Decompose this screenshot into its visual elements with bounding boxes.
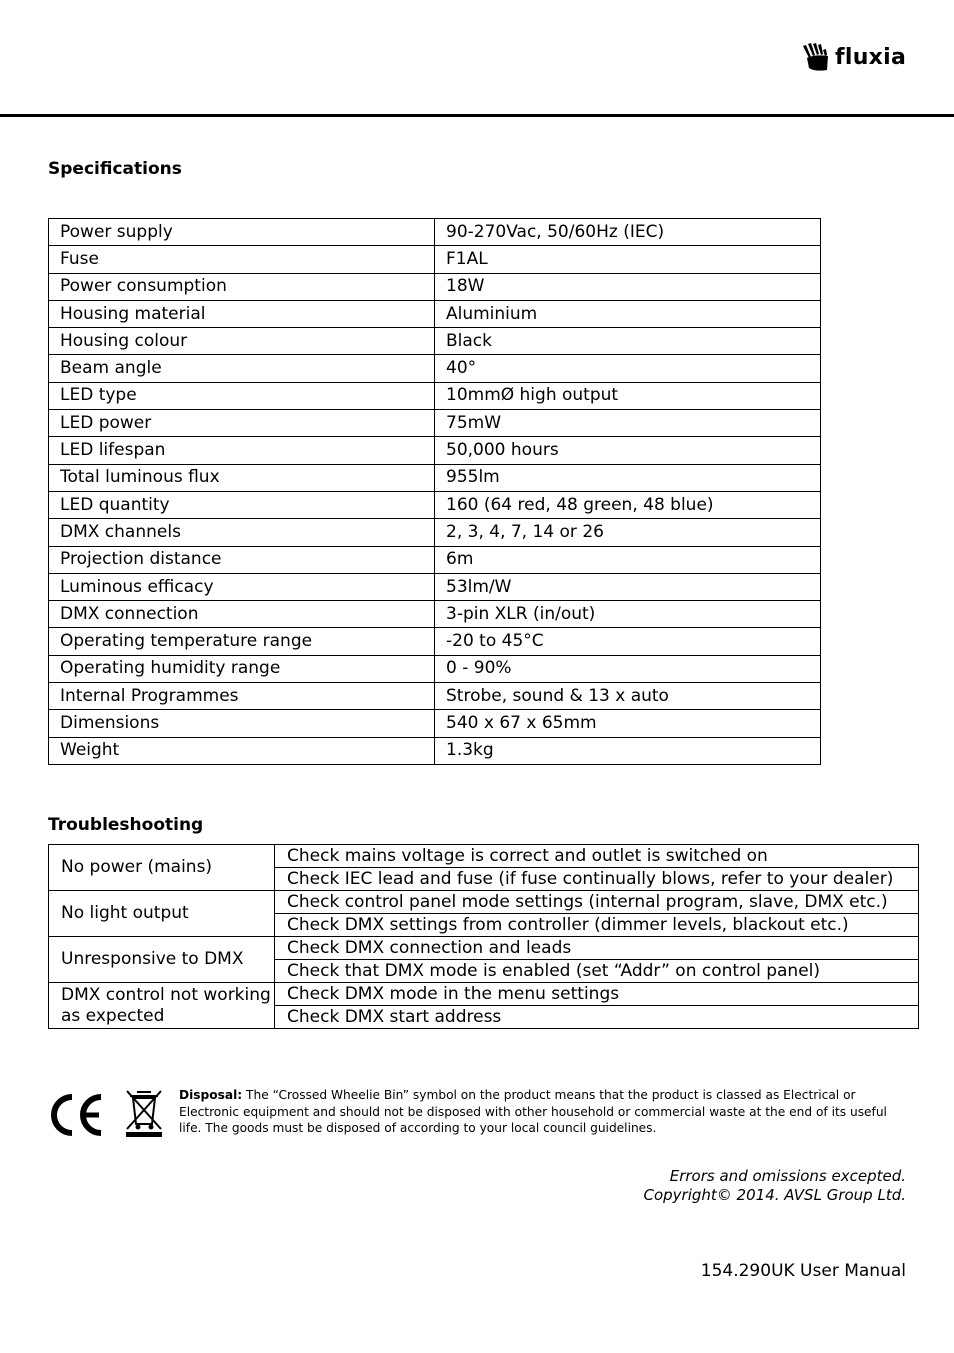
problem-cell: DMX control not working as expected — [49, 983, 275, 1029]
spec-value: 53lm/W — [435, 573, 821, 600]
spec-label: Housing colour — [49, 328, 435, 355]
spec-label: Fuse — [49, 246, 435, 273]
spec-row — [49, 437, 821, 464]
spec-label: DMX connection — [49, 601, 435, 628]
spec-value: 160 (64 red, 48 green, 48 blue) — [435, 491, 821, 518]
spec-row — [49, 573, 821, 600]
spec-label: Power consumption — [49, 273, 435, 300]
spec-row — [49, 491, 821, 518]
disposal-label: Disposal: — [179, 1088, 243, 1102]
check-cell: Check DMX connection and leads — [275, 937, 919, 960]
spec-value: 955lm — [435, 464, 821, 491]
spec-row — [49, 273, 821, 300]
spec-value: 2, 3, 4, 7, 14 or 26 — [435, 519, 821, 546]
spec-row — [49, 382, 821, 409]
spec-row — [49, 464, 821, 491]
spec-value: Black — [435, 328, 821, 355]
spec-label: Internal Programmes — [49, 683, 435, 710]
spec-row — [49, 655, 821, 682]
spec-value: Strobe, sound & 13 x auto — [435, 683, 821, 710]
fluxia-hand-logo-icon — [801, 42, 831, 72]
check-cell: Check DMX mode in the menu settings — [275, 983, 919, 1006]
check-cell: Check DMX start address — [275, 1006, 919, 1029]
troubleshooting-row — [49, 983, 919, 1006]
spec-label: Luminous efficacy — [49, 573, 435, 600]
spec-row — [49, 601, 821, 628]
brand-logo — [801, 42, 906, 72]
header-rule — [0, 114, 954, 117]
copyright-text: Copyright© 2014. AVSL Group Ltd. — [643, 1186, 906, 1204]
spec-value: 75mW — [435, 410, 821, 437]
spec-label: Power supply — [49, 219, 435, 246]
spec-value: F1AL — [435, 246, 821, 273]
specifications-title: Specifications — [48, 159, 182, 179]
troubleshooting-title: Troubleshooting — [48, 815, 204, 835]
spec-value: -20 to 45°C — [435, 628, 821, 655]
problem-cell: No light output — [49, 891, 275, 937]
spec-row — [49, 246, 821, 273]
check-cell: Check that DMX mode is enabled (set “Addr” on control panel) — [275, 960, 919, 983]
spec-label: LED power — [49, 410, 435, 437]
spec-value: Aluminium — [435, 300, 821, 327]
spec-value: 3-pin XLR (in/out) — [435, 601, 821, 628]
spec-label: Dimensions — [49, 710, 435, 737]
check-cell: Check control panel mode settings (internal program, slave, DMX etc.) — [275, 891, 919, 914]
spec-value: 6m — [435, 546, 821, 573]
spec-label: Weight — [49, 737, 435, 764]
spec-row — [49, 628, 821, 655]
check-cell: Check mains voltage is correct and outlet is switched on — [275, 845, 919, 868]
spec-value: 10mmØ high output — [435, 382, 821, 409]
troubleshooting-table — [48, 844, 919, 1029]
spec-label: Operating humidity range — [49, 655, 435, 682]
spec-value: 90-270Vac, 50/60Hz (IEC) — [435, 219, 821, 246]
spec-row — [49, 328, 821, 355]
spec-row — [49, 300, 821, 327]
spec-label: Projection distance — [49, 546, 435, 573]
problem-cell: Unresponsive to DMX — [49, 937, 275, 983]
manual-footer: 154.290UK User Manual — [700, 1261, 906, 1281]
troubleshooting-row — [49, 845, 919, 868]
spec-row — [49, 219, 821, 246]
spec-label: Operating temperature range — [49, 628, 435, 655]
errors-text: Errors and omissions excepted. — [669, 1167, 906, 1185]
spec-label: Housing material — [49, 300, 435, 327]
spec-value: 50,000 hours — [435, 437, 821, 464]
problem-cell: No power (mains) — [49, 845, 275, 891]
check-cell: Check IEC lead and fuse (if fuse continually blows, refer to your dealer) — [275, 868, 919, 891]
brand-name: fluxia — [835, 44, 907, 70]
spec-row — [49, 410, 821, 437]
spec-label: LED type — [49, 382, 435, 409]
crossed-wheelie-bin-icon — [124, 1088, 164, 1142]
spec-value: 0 - 90% — [435, 655, 821, 682]
check-cell: Check DMX settings from controller (dimmer levels, blackout etc.) — [275, 914, 919, 937]
troubleshooting-row — [49, 937, 919, 960]
troubleshooting-row — [49, 891, 919, 914]
spec-label: LED quantity — [49, 491, 435, 518]
spec-row — [49, 546, 821, 573]
spec-label: LED lifespan — [49, 437, 435, 464]
ce-mark-icon — [47, 1094, 105, 1140]
legal-notice — [644, 1167, 907, 1205]
spec-label: Beam angle — [49, 355, 435, 382]
spec-value: 18W — [435, 273, 821, 300]
spec-value: 540 x 67 x 65mm — [435, 710, 821, 737]
spec-row — [49, 710, 821, 737]
disposal-notice — [179, 1087, 909, 1137]
disposal-text: The “Crossed Wheelie Bin” symbol on the product means that the product is classed as Electrical or Electronic equipment and should not be disposed with other household or commercial waste at the end of its useful life. The goods must be disposed of according to your local council guidelines. — [179, 1088, 887, 1135]
specifications-table — [48, 218, 821, 765]
spec-row — [49, 355, 821, 382]
spec-row — [49, 737, 821, 764]
spec-label: DMX channels — [49, 519, 435, 546]
spec-value: 1.3kg — [435, 737, 821, 764]
spec-row — [49, 683, 821, 710]
spec-row — [49, 519, 821, 546]
spec-label: Total luminous flux — [49, 464, 435, 491]
spec-value: 40° — [435, 355, 821, 382]
